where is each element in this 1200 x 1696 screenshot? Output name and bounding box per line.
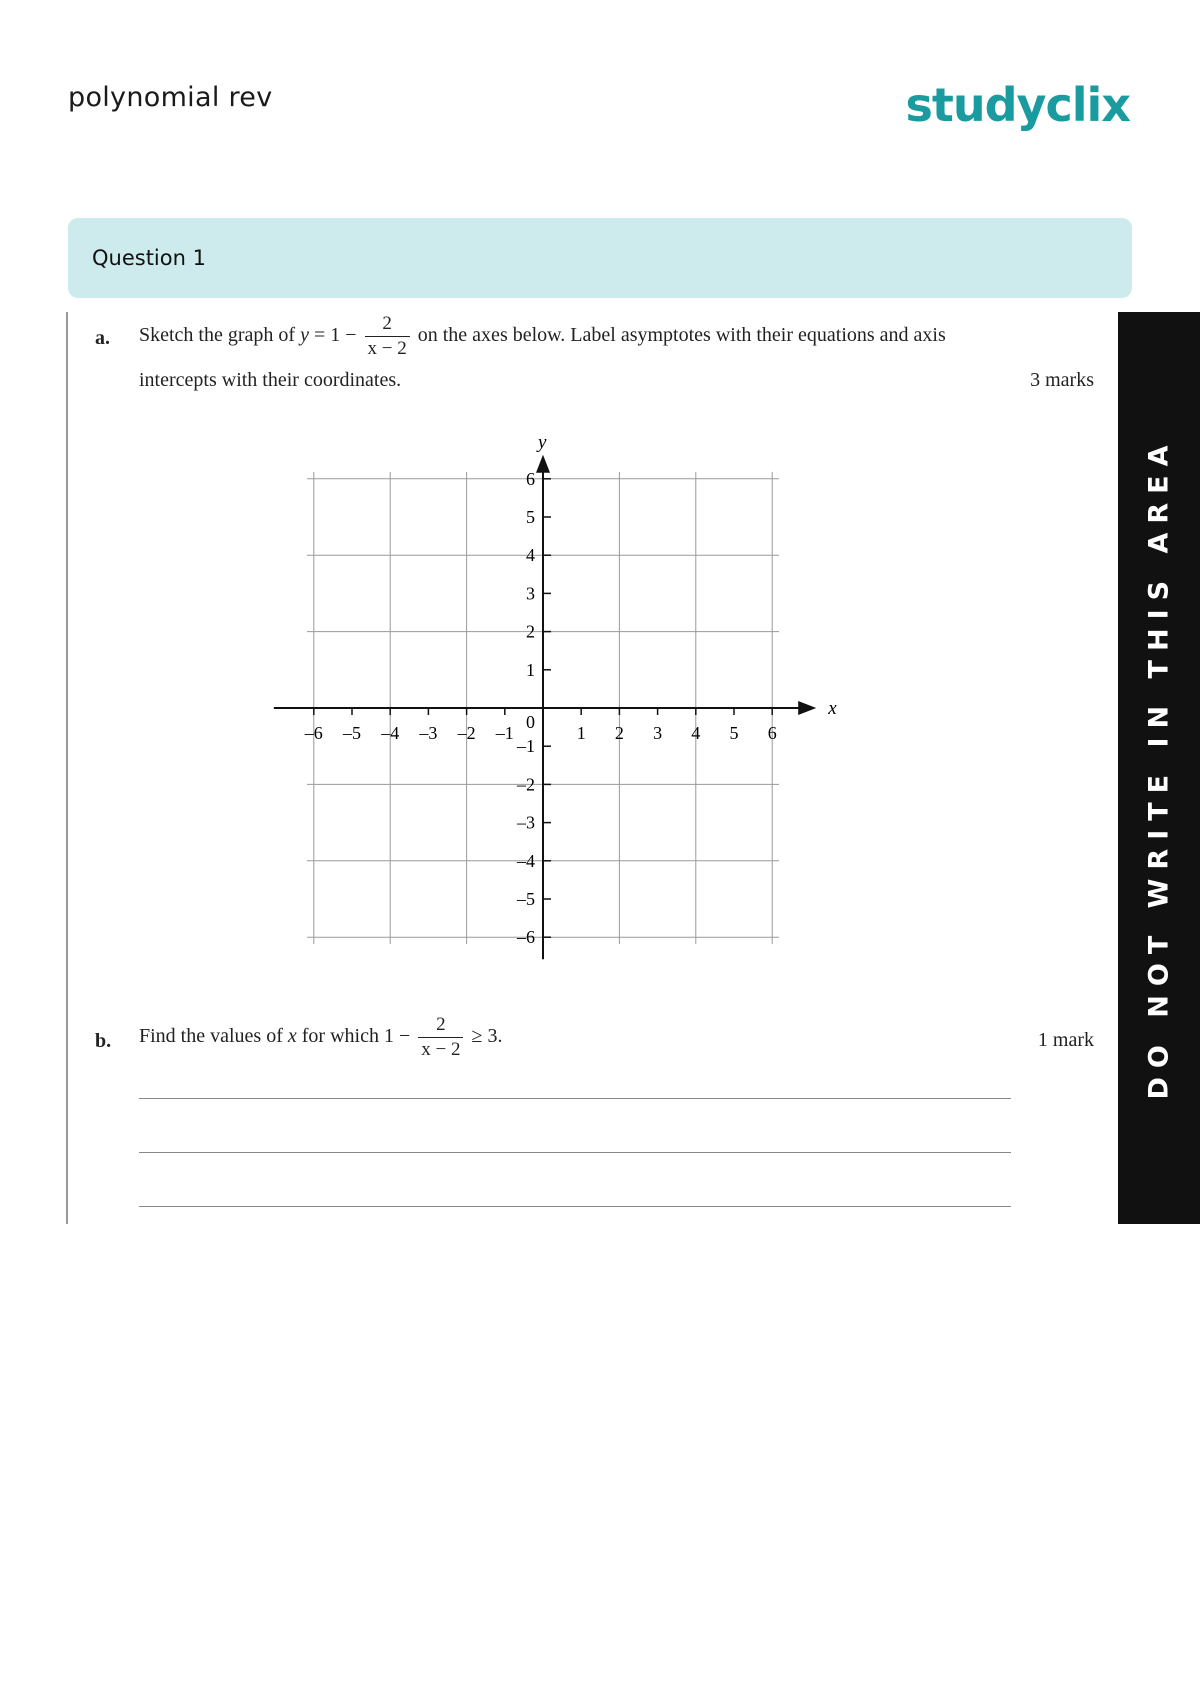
left-margin-rule — [66, 312, 68, 1224]
part-b-x-var: x — [287, 1025, 297, 1048]
part-a-frac-den: x − 2 — [365, 336, 410, 359]
y-tick-label: 6 — [526, 468, 535, 489]
part-b-frac-num: 2 — [436, 1014, 446, 1035]
part-a-label: a. — [95, 327, 110, 349]
answer-line[interactable] — [139, 1098, 1011, 1099]
x-tick-label: 6 — [767, 723, 777, 743]
answer-line[interactable] — [139, 1206, 1011, 1207]
y-tick-label: 3 — [526, 583, 535, 604]
part-a-text-before: Sketch the graph of — [139, 324, 296, 347]
part-b-text-after: ≥ 3. — [471, 1025, 503, 1048]
question-title: Question 1 — [92, 246, 206, 270]
do-not-write-text: DO NOT WRITE IN THIS AREA — [1143, 436, 1175, 1100]
part-b-frac-den: x − 2 — [418, 1037, 463, 1060]
part-b-text-before: Find the values of — [139, 1025, 283, 1048]
x-tick-label: 4 — [691, 723, 701, 743]
x-tick-label: 3 — [653, 723, 663, 743]
x-tick-label: –3 — [419, 723, 438, 743]
x-axis-label: x — [828, 698, 837, 719]
part-a-text-after: on the axes below. Label asymptotes with their equations and axis — [417, 324, 946, 347]
x-tick-label: 2 — [614, 723, 624, 743]
part-a-marks: 3 marks — [1030, 369, 1094, 391]
x-tick-label: –4 — [381, 723, 400, 743]
part-b-marks: 1 mark — [1037, 1029, 1094, 1051]
y-tick-label: –2 — [517, 774, 535, 795]
part-a-frac-num: 2 — [382, 313, 392, 334]
part-b-text-mid: for which — [301, 1025, 379, 1048]
part-a-question — [139, 314, 946, 359]
y-tick-label: –3 — [517, 812, 535, 833]
x-tick-label: –1 — [495, 723, 514, 743]
x-tick-label: –6 — [304, 723, 323, 743]
x-axis-arrow — [798, 701, 816, 715]
y-axis-arrow — [536, 455, 550, 473]
y-tick-label: –4 — [517, 850, 535, 871]
answer-line[interactable] — [139, 1152, 1011, 1153]
y-tick-label: 4 — [526, 545, 535, 566]
part-b-label: b. — [95, 1030, 112, 1052]
part-a-line2: intercepts with their coordinates. — [139, 369, 402, 391]
y-tick-label: 1 — [526, 659, 535, 680]
x-tick-label: 1 — [576, 723, 586, 743]
origin-label: 0 — [526, 712, 535, 732]
y-tick-label: –6 — [517, 927, 535, 948]
do-not-write-bar — [1118, 312, 1200, 1224]
document-title: polynomial rev — [68, 82, 273, 113]
studyclix-logo: studyclix — [905, 78, 1130, 132]
y-tick-label: –1 — [517, 736, 535, 757]
blank-axes-grid — [250, 425, 870, 965]
y-tick-label: –5 — [517, 889, 535, 909]
question-banner — [68, 218, 1132, 298]
y-axis-label: y — [538, 431, 547, 453]
part-b-question — [139, 1015, 502, 1060]
y-tick-label: 2 — [526, 621, 535, 642]
x-tick-label: 5 — [729, 723, 739, 743]
part-b-fraction — [418, 1015, 463, 1060]
y-tick-label: 5 — [526, 507, 535, 527]
x-tick-label: –2 — [457, 723, 476, 743]
x-tick-label: –5 — [343, 723, 361, 743]
part-b-eq-lead: 1 − — [383, 1025, 416, 1048]
part-a-y-var: y — [300, 324, 309, 347]
part-a-fraction — [365, 314, 410, 359]
part-a-eq-lead: = 1 − — [308, 324, 362, 347]
